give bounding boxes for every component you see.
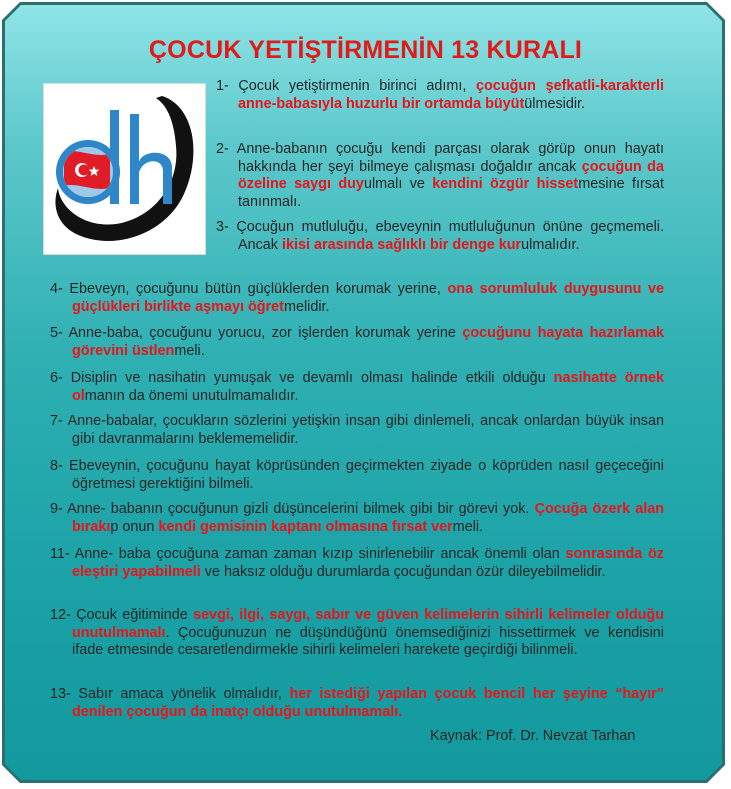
rule-item — [216, 219, 664, 254]
rule-number: 2- — [216, 141, 229, 157]
rule-text: ulmalıdır. — [521, 236, 580, 253]
rule-item — [50, 281, 664, 316]
rule-text: Anne-babalar, çocukların sözlerini yetişkin insan gibi dinlemeli, ancak onlardan büyük insan gibi davranmalarını beklememelidir. — [62, 413, 664, 447]
rule-text: Disiplin ve nasihatin yumuşak ve devamlı olması halinde etkili olduğu — [62, 370, 554, 386]
rule-text: meli. — [452, 518, 484, 535]
dh-logo-icon — [44, 84, 205, 254]
rule-highlight-text: kendini özgür hisset — [432, 176, 579, 193]
rule-text: . Çocuğunuzun ne düşündüğünü önemsediğinizi hissettirmek ve kendisini ifade etmesinde cesaretlendirmekle sihirli kelimeleri harekete geçirdiği bilinmeli. — [72, 624, 664, 659]
dh-logo — [44, 84, 205, 254]
rule-number: 7- — [50, 413, 63, 429]
rule-text: Anne-baba, çocuğunu yorucu, zor işlerden korumak yerine — [62, 325, 463, 341]
rule-text: Anne-babanın çocuğu kendi parçası olarak görüp onun hayatı hakkında her şeyi bilmeye çalışması doğaldır ancak — [228, 141, 664, 175]
rule-text: meli. — [174, 342, 205, 359]
rule-highlight-text: nasihatte örnek ol — [72, 370, 664, 404]
rule-text: manın da önemi unutulmamalıdır. — [84, 387, 299, 404]
rule-highlight-text: sevgi, ilgi, saygı, sabır ve güven kelimelerin sihirli kelimeler olduğu unutulmamalı — [72, 607, 664, 641]
rule-text: Çocuk yetiştirmenin birinci adımı, — [228, 78, 477, 94]
rule-text: ulmalı ve — [363, 176, 433, 193]
rule-text: mesine fırsat tanınmalı. — [238, 176, 664, 210]
rule-highlight-text: her istediği yapılan çocuk bencil her şeyine “hayır” denilen çocuğun da inatçı olduğu unutulmamalı. — [72, 686, 664, 720]
rule-highlight-text: kendi gemisinin kaptanı olmasına fırsat ver — [158, 518, 453, 535]
rule-number: 12- — [50, 607, 71, 623]
rule-text: p onun — [110, 518, 159, 535]
rule-number: 9- — [50, 501, 63, 517]
rule-number: 4- — [50, 281, 63, 297]
rule-highlight-text: çocuğunu hayata hazırlamak görevini üstlen — [72, 325, 665, 359]
rule-number: 8- — [50, 458, 63, 474]
rule-text: Anne- babanın çocuğunun gizli düşüncelerini bilmek gibi bir görevi yok. — [62, 501, 535, 517]
rule-number: 5- — [50, 325, 63, 341]
rule-text: Anne- baba çocuğuna zaman zaman kızıp sinirlenebilir ancak önemli olan — [69, 546, 566, 562]
rule-item — [50, 501, 664, 536]
rule-text: Çocuk eğitiminde — [70, 607, 194, 623]
rule-item — [50, 607, 664, 660]
rule-highlight-text: ona sorumluluk duygusunu ve güçlükleri birlikte aşmayı öğret — [72, 281, 665, 315]
page-title: ÇOCUK YETİŞTİRMENİN 13 KURALI — [148, 36, 583, 64]
rule-number: 1- — [216, 78, 229, 94]
rule-highlight-text: sonrasında öz eleştiri yapabilmeli — [72, 546, 664, 580]
rule-item — [50, 458, 664, 493]
rule-text: Ebeveynin, çocuğunu hayat köprüsünden geçirmekten ziyade o köprüden nasıl geçeceğini öğretmesi gerektiğini bilmeli. — [62, 458, 664, 492]
rule-highlight-text: ikisi arasında sağlıklı bir denge kur — [282, 236, 522, 253]
rule-item — [50, 413, 664, 448]
rule-text: Ebeveyn, çocuğunu bütün güçlüklerden korumak yerine, — [62, 281, 448, 297]
rule-item — [216, 141, 664, 211]
rule-number: 13- — [50, 686, 71, 702]
rule-item — [216, 78, 664, 113]
rule-text: Çocuğun mutluluğu, ebeveynin mutluluğunun önüne geçmemeli. Ancak — [228, 219, 664, 253]
rule-number: 3- — [216, 219, 229, 235]
rule-number: 6- — [50, 370, 63, 386]
rule-text: melidir. — [283, 298, 330, 315]
rule-highlight-text: Çocuğa özerk alan bırakı — [72, 501, 665, 535]
rule-item — [50, 325, 664, 360]
rule-text: ülmesidir. — [524, 95, 586, 112]
rule-item — [50, 370, 664, 405]
rule-text: Sabır amaca yönelik olmalıdır, — [70, 686, 290, 702]
rule-item — [50, 686, 664, 721]
rule-highlight-text: çocuğun şefkatli-karakterli anne-babasıyla huzurlu bir ortamda büyüt — [238, 78, 664, 112]
rule-text: ve haksız olduğu durumlarda çocuğundan özür dileyebilmelidir. — [200, 563, 606, 580]
rule-highlight-text: çocuğun da özeline saygı duy — [238, 158, 664, 193]
rule-item — [50, 546, 664, 581]
source-credit: Kaynak: Prof. Dr. Nevzat Tarhan — [430, 728, 636, 744]
rule-number: 11- — [50, 546, 70, 562]
